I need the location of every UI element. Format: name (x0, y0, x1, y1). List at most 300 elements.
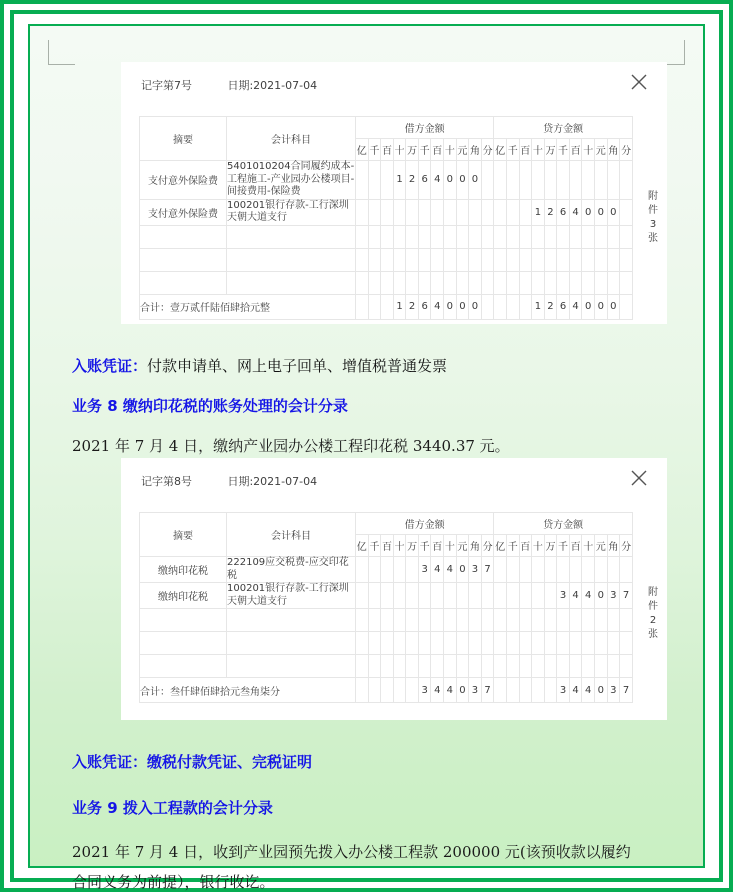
source-documents-value: 缴税付款凭证、完税证明 (147, 753, 313, 771)
amount-digit-cell: 0 (456, 557, 469, 583)
table-row-empty (140, 632, 633, 655)
amount-digit-cell (456, 248, 469, 271)
amount-digit-cell: 1 (393, 161, 406, 200)
amount-digit-cell: 4 (582, 583, 595, 609)
amount-digit-cell (557, 225, 570, 248)
column-header-debit: 借方金额 (356, 513, 494, 535)
amount-digit-cell (431, 655, 444, 678)
cell-total-label: 合计：壹万贰仟陆佰肆拾元整 (140, 294, 356, 319)
amount-unit-header: 百 (431, 139, 444, 161)
amount-digit-cell (506, 557, 519, 583)
cell-subject (227, 225, 356, 248)
amount-digit-cell: 2 (406, 161, 419, 200)
cell-abstract (140, 271, 227, 294)
amount-digit-cell: 4 (444, 557, 457, 583)
amount-digit-cell (481, 583, 494, 609)
amount-digit-cell: 7 (481, 557, 494, 583)
cell-subject (227, 632, 356, 655)
amount-digit-cell (393, 609, 406, 632)
cell-subject (227, 248, 356, 271)
document-page (30, 26, 703, 891)
amount-digit-cell (544, 583, 557, 609)
amount-digit-cell (418, 225, 431, 248)
amount-digit-cell (469, 225, 482, 248)
amount-digit-cell (557, 248, 570, 271)
amount-digit-cell (620, 161, 633, 200)
voucher-body (121, 498, 667, 703)
amount-digit-cell (406, 225, 419, 248)
amount-digit-cell (431, 632, 444, 655)
amount-unit-header: 十 (393, 535, 406, 557)
amount-digit-cell (356, 294, 369, 319)
amount-digit-cell (494, 632, 507, 655)
amount-digit-cell (519, 225, 532, 248)
amount-digit-cell (356, 655, 369, 678)
amount-unit-header: 千 (557, 535, 570, 557)
amount-digit-cell (519, 655, 532, 678)
amount-unit-header: 百 (569, 535, 582, 557)
business-8-description: 2021 年 7 月 4 日，缴纳产业园办公楼工程印花税 3440.37 元。 (72, 437, 510, 455)
amount-digit-cell (381, 678, 394, 703)
amount-digit-cell (544, 632, 557, 655)
amount-digit-cell (519, 271, 532, 294)
amount-digit-cell: 4 (431, 678, 444, 703)
amount-digit-cell (582, 271, 595, 294)
amount-digit-cell (393, 199, 406, 225)
amount-digit-cell (381, 632, 394, 655)
cell-abstract: 支付意外保险费 (140, 199, 227, 225)
amount-digit-cell: 1 (532, 294, 545, 319)
amount-digit-cell: 7 (481, 678, 494, 703)
amount-digit-cell (620, 225, 633, 248)
amount-digit-cell: 0 (594, 678, 607, 703)
column-header-credit: 贷方金额 (494, 513, 633, 535)
amount-digit-cell: 6 (418, 294, 431, 319)
amount-digit-cell (444, 655, 457, 678)
amount-digit-cell (368, 583, 381, 609)
amount-digit-cell: 3 (557, 678, 570, 703)
amount-digit-cell: 7 (620, 583, 633, 609)
amount-digit-cell: 3 (418, 557, 431, 583)
amount-digit-cell (569, 609, 582, 632)
amount-digit-cell (582, 161, 595, 200)
amount-digit-cell: 3 (607, 678, 620, 703)
amount-digit-cell (607, 225, 620, 248)
amount-digit-cell (469, 271, 482, 294)
amount-digit-cell (569, 161, 582, 200)
amount-digit-cell (469, 583, 482, 609)
amount-digit-cell (418, 199, 431, 225)
amount-digit-cell (406, 583, 419, 609)
attachment-note (645, 586, 661, 642)
amount-digit-cell (406, 557, 419, 583)
table-row-empty (140, 609, 633, 632)
column-header-debit: 借方金额 (356, 117, 494, 139)
amount-digit-cell (494, 294, 507, 319)
amount-unit-header: 千 (506, 535, 519, 557)
amount-digit-cell: 0 (456, 161, 469, 200)
amount-digit-cell (381, 271, 394, 294)
amount-digit-cell (620, 655, 633, 678)
amount-digit-cell (544, 248, 557, 271)
amount-unit-header: 元 (456, 139, 469, 161)
amount-digit-cell (356, 161, 369, 200)
amount-digit-cell (532, 583, 545, 609)
amount-digit-cell: 0 (456, 294, 469, 319)
amount-digit-cell (431, 248, 444, 271)
amount-digit-cell (406, 655, 419, 678)
amount-unit-header: 十 (582, 535, 595, 557)
amount-digit-cell (356, 609, 369, 632)
amount-digit-cell: 0 (469, 294, 482, 319)
cell-subject: 100201银行存款-工行深圳天朝大道支行 (227, 583, 356, 609)
amount-digit-cell (431, 199, 444, 225)
amount-unit-header: 分 (481, 139, 494, 161)
attachment-char: 2 (649, 615, 657, 626)
amount-unit-header: 十 (582, 139, 595, 161)
amount-digit-cell: 4 (431, 161, 444, 200)
amount-unit-header: 元 (594, 139, 607, 161)
voucher-card-7 (121, 62, 667, 324)
amount-digit-cell (594, 225, 607, 248)
voucher-date: 日期:2021-07-04 (227, 79, 318, 92)
amount-digit-cell (368, 199, 381, 225)
amount-digit-cell (620, 294, 633, 319)
table-row-empty (140, 225, 633, 248)
amount-unit-header: 万 (544, 139, 557, 161)
amount-digit-cell (607, 609, 620, 632)
cell-abstract (140, 655, 227, 678)
amount-unit-header: 十 (532, 139, 545, 161)
voucher-card-8 (121, 458, 667, 720)
amount-digit-cell (481, 655, 494, 678)
table-row-empty (140, 248, 633, 271)
cell-abstract: 支付意外保险费 (140, 161, 227, 200)
voucher-body (121, 102, 667, 320)
table-row-empty (140, 655, 633, 678)
amount-digit-cell (532, 161, 545, 200)
amount-digit-cell (620, 557, 633, 583)
voucher-number: 记字第8号 (141, 475, 192, 488)
attachment-char: 张 (648, 233, 658, 244)
amount-digit-cell (544, 609, 557, 632)
amount-digit-cell (620, 248, 633, 271)
amount-unit-header: 亿 (494, 535, 507, 557)
heading-business-9: 业务 9 拨入工程款的会计分录 (72, 799, 273, 817)
amount-digit-cell (532, 271, 545, 294)
amount-digit-cell (393, 583, 406, 609)
amount-unit-header: 十 (444, 535, 457, 557)
amount-unit-header: 千 (557, 139, 570, 161)
amount-digit-cell (494, 225, 507, 248)
voucher-1-source-documents (72, 353, 447, 380)
amount-digit-cell (418, 248, 431, 271)
amount-digit-cell (594, 655, 607, 678)
amount-digit-cell (469, 655, 482, 678)
amount-digit-cell (506, 271, 519, 294)
cell-abstract (140, 225, 227, 248)
amount-digit-cell (456, 655, 469, 678)
amount-digit-cell (481, 271, 494, 294)
amount-unit-header: 角 (469, 535, 482, 557)
amount-digit-cell (594, 161, 607, 200)
column-header-subject: 会计科目 (227, 513, 356, 557)
amount-digit-cell (607, 632, 620, 655)
amount-unit-header: 百 (519, 535, 532, 557)
amount-unit-header: 十 (393, 139, 406, 161)
amount-digit-cell (381, 294, 394, 319)
amount-digit-cell (506, 225, 519, 248)
amount-digit-cell (594, 632, 607, 655)
table-row (140, 161, 633, 200)
attachment-char: 3 (649, 219, 657, 230)
amount-digit-cell (506, 248, 519, 271)
amount-digit-cell (456, 225, 469, 248)
amount-digit-cell (494, 678, 507, 703)
amount-digit-cell (481, 609, 494, 632)
amount-digit-cell (532, 655, 545, 678)
amount-digit-cell (469, 609, 482, 632)
amount-digit-cell (368, 271, 381, 294)
heading-business-8: 业务 8 缴纳印花税的账务处理的会计分录 (72, 397, 348, 415)
amount-digit-cell: 3 (469, 678, 482, 703)
amount-digit-cell (494, 557, 507, 583)
voucher-table-body (140, 117, 633, 320)
amount-digit-cell (444, 225, 457, 248)
business-9-description-line-1: 2021 年 7 月 4 日，收到产业园预先拨入办公楼工程款 200000 元(该预收款以履约 (72, 843, 631, 861)
source-documents-label: 入账凭证： (72, 357, 148, 375)
cell-abstract: 缴纳印花税 (140, 557, 227, 583)
amount-digit-cell: 0 (594, 583, 607, 609)
amount-digit-cell (368, 294, 381, 319)
amount-digit-cell: 1 (393, 294, 406, 319)
voucher-table (139, 512, 633, 703)
amount-digit-cell (381, 557, 394, 583)
amount-digit-cell (532, 678, 545, 703)
table-header-row (140, 117, 633, 139)
amount-digit-cell (557, 557, 570, 583)
amount-unit-header: 万 (406, 535, 419, 557)
table-row-empty (140, 271, 633, 294)
amount-digit-cell: 4 (569, 583, 582, 609)
amount-digit-cell: 6 (557, 294, 570, 319)
amount-digit-cell: 4 (444, 678, 457, 703)
amount-digit-cell (406, 271, 419, 294)
amount-digit-cell (506, 199, 519, 225)
amount-digit-cell (557, 271, 570, 294)
amount-digit-cell: 0 (594, 199, 607, 225)
amount-digit-cell (544, 225, 557, 248)
amount-unit-header: 千 (368, 139, 381, 161)
amount-unit-header: 元 (594, 535, 607, 557)
attachment-char: 件 (648, 205, 658, 216)
amount-digit-cell: 0 (607, 294, 620, 319)
amount-digit-cell (481, 248, 494, 271)
amount-digit-cell (506, 294, 519, 319)
attachment-char: 件 (648, 601, 658, 612)
amount-digit-cell (532, 225, 545, 248)
amount-digit-cell: 0 (444, 294, 457, 319)
amount-digit-cell (381, 199, 394, 225)
source-documents-label: 入账凭证： (72, 753, 148, 771)
amount-digit-cell (569, 557, 582, 583)
amount-digit-cell (620, 199, 633, 225)
amount-unit-header: 十 (444, 139, 457, 161)
amount-digit-cell (393, 271, 406, 294)
amount-digit-cell (406, 199, 419, 225)
amount-digit-cell (356, 248, 369, 271)
amount-digit-cell (519, 583, 532, 609)
amount-digit-cell (406, 248, 419, 271)
amount-digit-cell (381, 583, 394, 609)
source-documents-value: 付款申请单、网上电子回单、增值税普通发票 (147, 357, 448, 375)
amount-digit-cell (406, 678, 419, 703)
amount-digit-cell (594, 557, 607, 583)
amount-digit-cell (506, 161, 519, 200)
cell-abstract (140, 632, 227, 655)
amount-digit-cell: 4 (569, 678, 582, 703)
amount-digit-cell (356, 678, 369, 703)
amount-digit-cell (532, 609, 545, 632)
amount-unit-header: 十 (532, 535, 545, 557)
table-row (140, 199, 633, 225)
amount-unit-header: 亿 (356, 535, 369, 557)
amount-unit-header: 亿 (356, 139, 369, 161)
amount-digit-cell (557, 161, 570, 200)
amount-digit-cell (444, 199, 457, 225)
voucher-table (139, 116, 633, 320)
amount-digit-cell: 2 (544, 199, 557, 225)
amount-digit-cell (544, 678, 557, 703)
amount-unit-header: 亿 (494, 139, 507, 161)
amount-digit-cell (582, 632, 595, 655)
amount-digit-cell: 4 (569, 199, 582, 225)
amount-digit-cell (519, 678, 532, 703)
amount-digit-cell (569, 632, 582, 655)
voucher-header (121, 458, 667, 498)
amount-digit-cell (569, 655, 582, 678)
amount-digit-cell (431, 583, 444, 609)
amount-digit-cell (469, 248, 482, 271)
amount-digit-cell (620, 271, 633, 294)
amount-digit-cell (356, 583, 369, 609)
amount-unit-header: 角 (469, 139, 482, 161)
table-row-total (140, 678, 633, 703)
amount-digit-cell (557, 609, 570, 632)
amount-digit-cell: 0 (582, 294, 595, 319)
amount-digit-cell (393, 557, 406, 583)
amount-digit-cell: 3 (418, 678, 431, 703)
amount-digit-cell (393, 225, 406, 248)
amount-digit-cell (607, 271, 620, 294)
amount-digit-cell (406, 609, 419, 632)
amount-digit-cell (356, 225, 369, 248)
amount-digit-cell (368, 678, 381, 703)
close-icon[interactable] (629, 72, 649, 92)
amount-digit-cell (582, 248, 595, 271)
amount-unit-header: 角 (607, 139, 620, 161)
column-header-abstract: 摘要 (140, 513, 227, 557)
amount-digit-cell (494, 609, 507, 632)
voucher-2-source-documents (72, 749, 312, 776)
amount-digit-cell (418, 632, 431, 655)
amount-digit-cell (506, 655, 519, 678)
amount-digit-cell (506, 583, 519, 609)
amount-digit-cell (481, 225, 494, 248)
amount-digit-cell (418, 583, 431, 609)
amount-digit-cell (569, 248, 582, 271)
amount-digit-cell (582, 557, 595, 583)
amount-digit-cell (519, 294, 532, 319)
amount-digit-cell: 4 (569, 294, 582, 319)
amount-digit-cell (481, 632, 494, 655)
amount-digit-cell (607, 557, 620, 583)
amount-digit-cell (406, 632, 419, 655)
amount-digit-cell (456, 583, 469, 609)
amount-digit-cell (418, 271, 431, 294)
attachment-char: 附 (648, 191, 658, 202)
amount-digit-cell: 2 (544, 294, 557, 319)
amount-digit-cell (418, 609, 431, 632)
amount-digit-cell (582, 225, 595, 248)
cell-subject: 5401010204合同履约成本-工程施工-产业园办公楼项目-间接费用-保险费 (227, 161, 355, 197)
amount-digit-cell (481, 294, 494, 319)
amount-digit-cell (557, 632, 570, 655)
amount-digit-cell (356, 271, 369, 294)
amount-digit-cell (544, 161, 557, 200)
amount-digit-cell (368, 655, 381, 678)
amount-digit-cell: 0 (456, 678, 469, 703)
amount-digit-cell: 0 (444, 161, 457, 200)
page-canvas (28, 24, 705, 891)
amount-digit-cell (431, 225, 444, 248)
close-icon[interactable] (629, 468, 649, 488)
amount-digit-cell (356, 199, 369, 225)
amount-digit-cell (368, 161, 381, 200)
amount-digit-cell: 6 (418, 161, 431, 200)
amount-digit-cell (494, 199, 507, 225)
amount-digit-cell (381, 248, 394, 271)
amount-digit-cell (494, 161, 507, 200)
amount-digit-cell (393, 655, 406, 678)
amount-digit-cell (544, 655, 557, 678)
amount-digit-cell (519, 632, 532, 655)
amount-digit-cell (494, 271, 507, 294)
amount-digit-cell: 0 (607, 199, 620, 225)
amount-digit-cell (594, 271, 607, 294)
cell-subject (227, 609, 356, 632)
amount-digit-cell: 4 (431, 294, 444, 319)
table-row (140, 583, 633, 609)
amount-digit-cell (582, 609, 595, 632)
amount-digit-cell (444, 271, 457, 294)
amount-unit-header: 角 (607, 535, 620, 557)
amount-digit-cell (356, 557, 369, 583)
amount-digit-cell: 4 (431, 557, 444, 583)
amount-digit-cell: 7 (620, 678, 633, 703)
amount-digit-cell (620, 632, 633, 655)
amount-unit-header: 百 (569, 139, 582, 161)
amount-digit-cell (368, 632, 381, 655)
amount-unit-header: 百 (381, 139, 394, 161)
amount-digit-cell (481, 161, 494, 200)
amount-digit-cell (456, 199, 469, 225)
cell-subject (227, 655, 356, 678)
amount-digit-cell (444, 632, 457, 655)
amount-digit-cell (393, 248, 406, 271)
amount-digit-cell (569, 271, 582, 294)
table-row-total (140, 294, 633, 319)
